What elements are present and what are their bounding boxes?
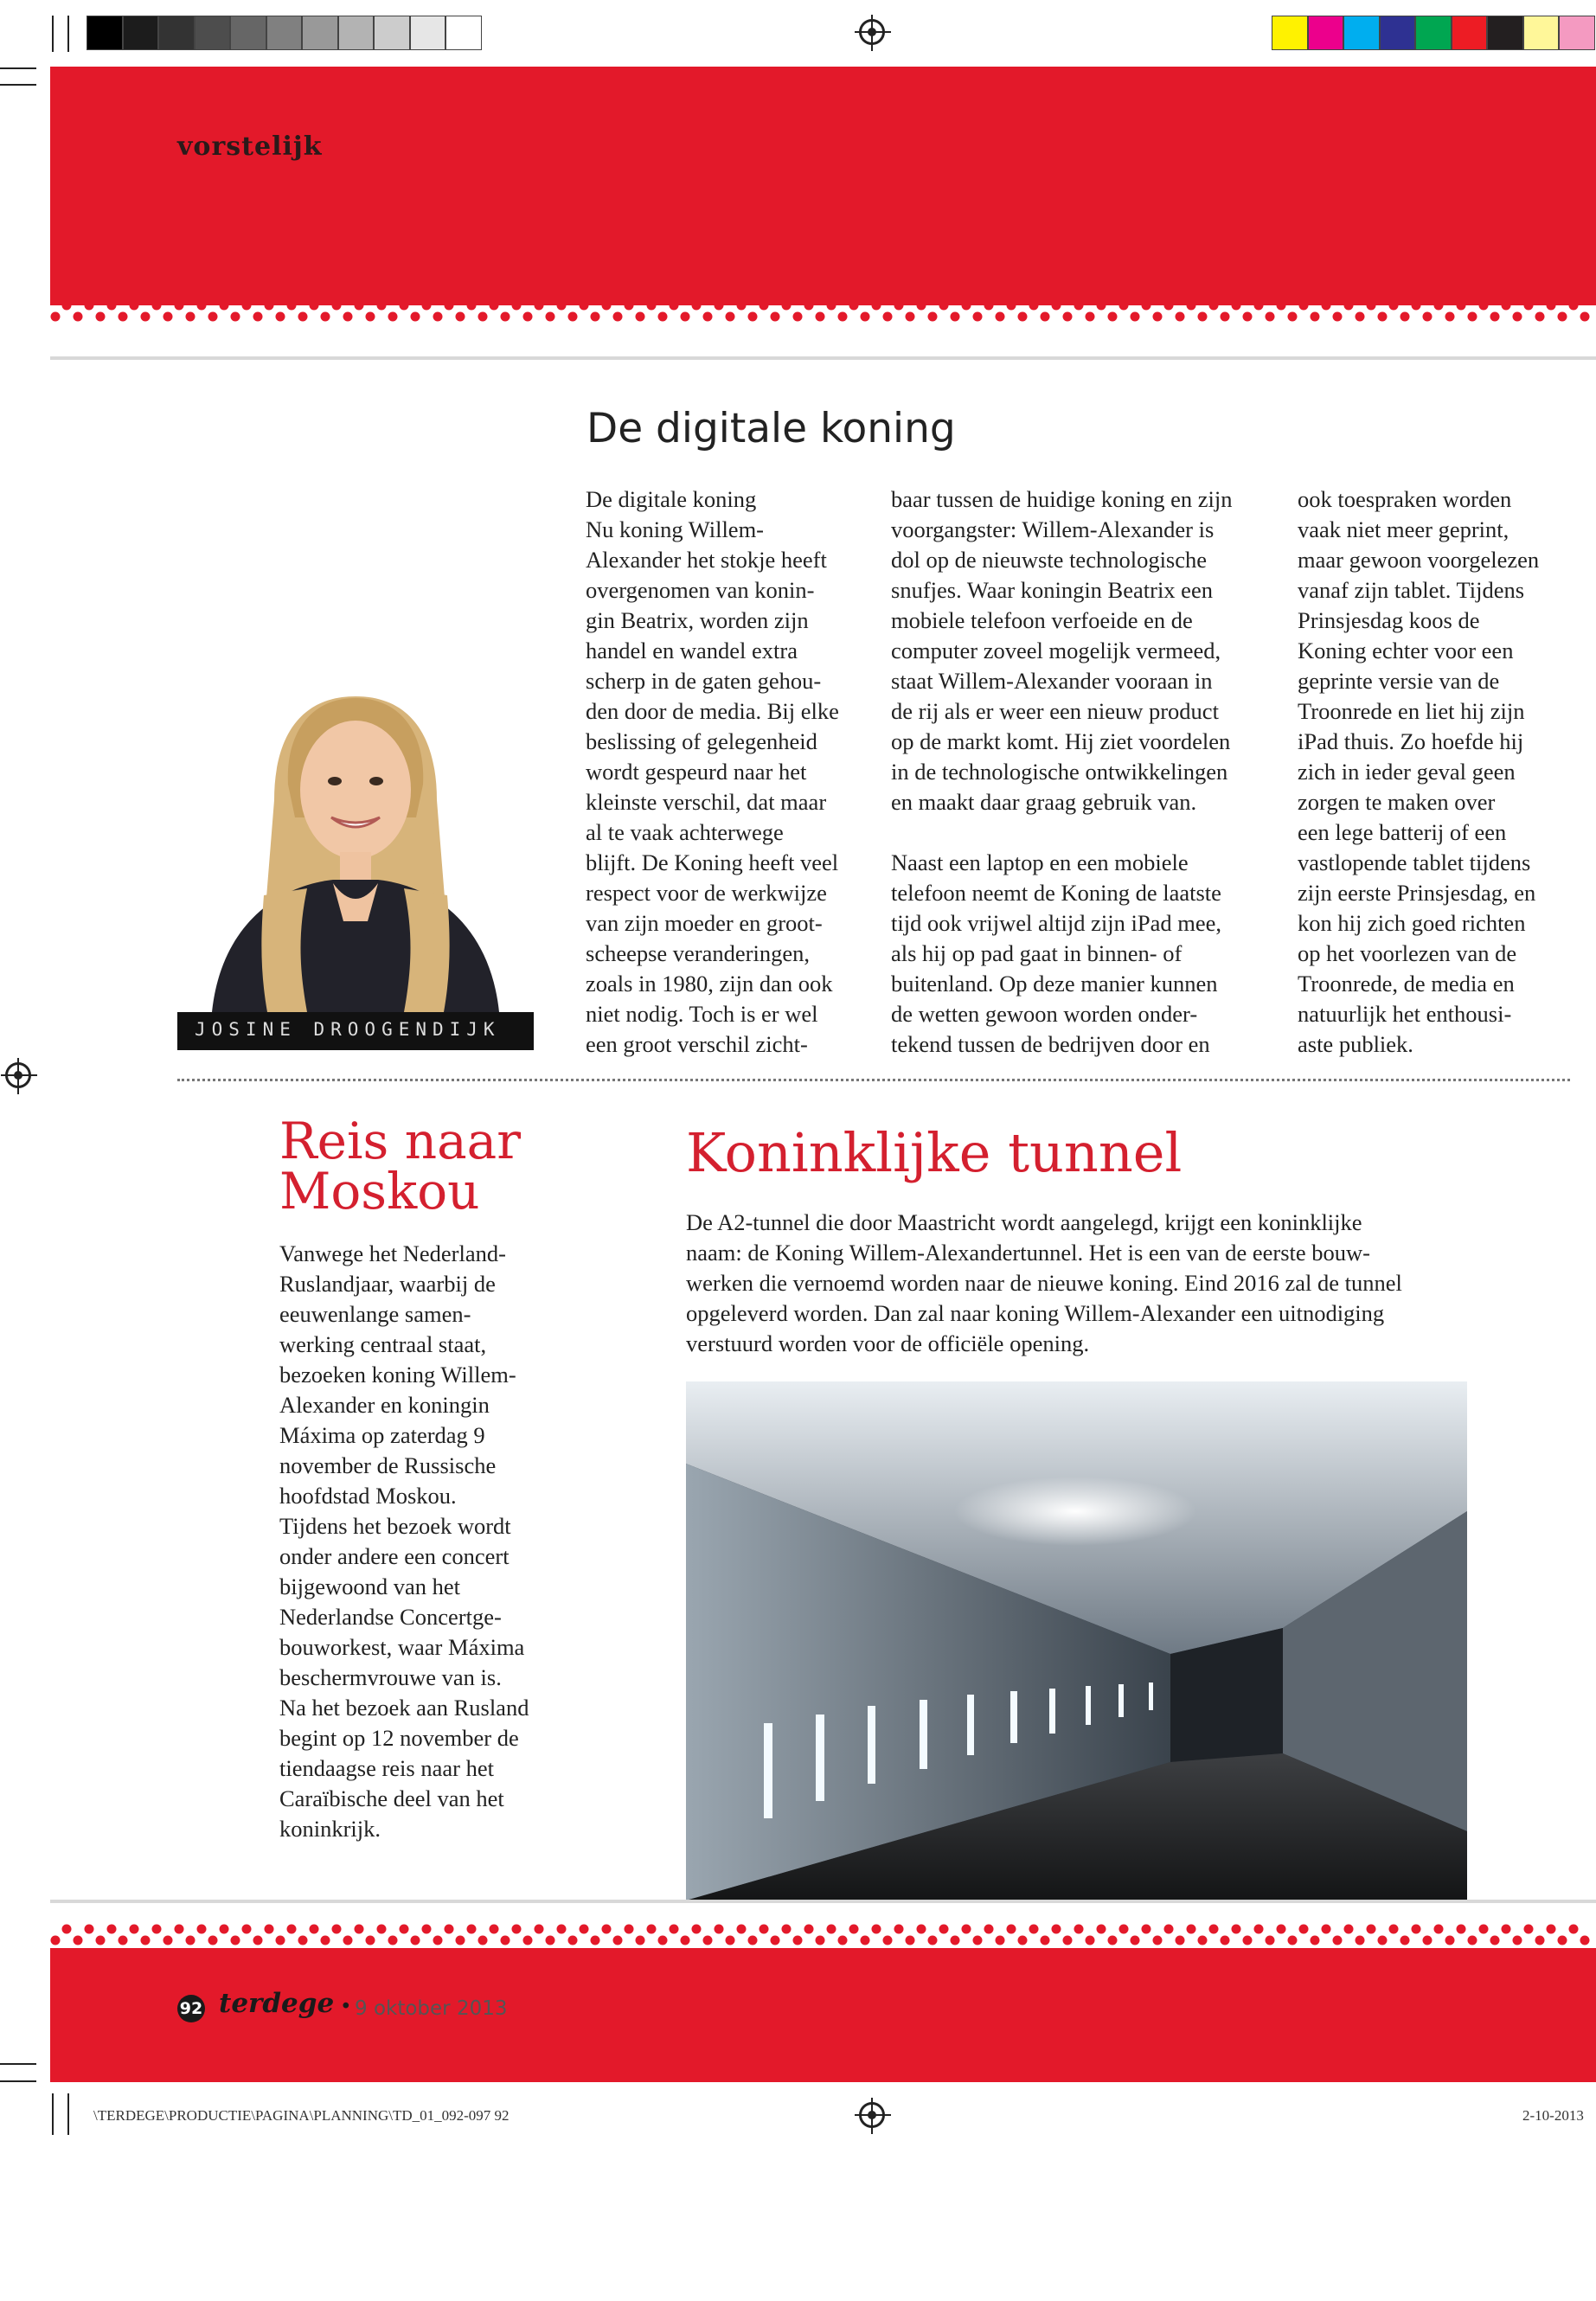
decorative-dot [175,1925,184,1934]
decorative-dot [512,1925,522,1934]
decorative-dot [321,312,330,322]
decorative-dot [478,1936,488,1945]
decorative-dot [1187,1925,1196,1934]
decorative-dot [951,312,960,322]
decorative-dot [141,1936,151,1945]
crop-mark [0,2063,36,2065]
decorative-dot [996,312,1005,322]
decorative-dot [816,1936,825,1945]
color-swatch [1487,16,1523,50]
decorative-dot [433,312,443,322]
decorative-dot [1445,1936,1455,1945]
decorative-dot [1288,1936,1298,1945]
decorative-dot [388,312,398,322]
decorative-dot [1299,1925,1309,1934]
decorative-dot [377,1925,387,1934]
print-date: 2-10-2013 [1522,2107,1584,2124]
decorative-dot [523,1936,533,1945]
decorative-dot [1423,1936,1433,1945]
decorative-dot [838,312,848,322]
decorative-dot [186,312,195,322]
decorative-dot [1164,1925,1174,1934]
crop-mark [0,2080,36,2082]
dotted-divider [177,1079,1570,1081]
decorative-dot [760,1925,769,1934]
decorative-dot [670,1925,679,1934]
decorative-dot [253,312,263,322]
decorative-dot [523,312,533,322]
divider [50,356,1596,360]
decorative-dot [1580,312,1590,322]
author-name: JOSINE DROOGENDIJK [177,1012,534,1050]
decorative-dot [591,1936,600,1945]
decorative-dot [715,1925,724,1934]
grey-swatch [158,16,195,50]
decorative-dot [838,1936,848,1945]
decorative-dot [1479,1925,1489,1934]
decorative-dot [433,1936,443,1945]
color-swatch [1452,16,1488,50]
decorative-dot [1086,1936,1095,1945]
decorative-dot [490,1925,499,1934]
decorative-dot [1490,1936,1500,1945]
crop-mark [0,67,36,69]
decorative-dot [703,312,713,322]
decorative-dot [928,1936,938,1945]
decorative-dot [208,312,218,322]
decorative-dot [501,1936,510,1945]
issue-date: 9 oktober 2013 [355,1997,508,2020]
color-swatch [1415,16,1452,50]
decorative-dot [310,1925,319,1934]
decorative-dot [883,1936,893,1945]
decorative-dot [1266,1936,1275,1945]
decorative-dot [107,1925,117,1934]
decorative-dot [748,312,758,322]
decorative-dot [1176,1936,1185,1945]
decorative-dot [861,1936,870,1945]
decorative-dot [928,312,938,322]
decorative-dot [62,1925,72,1934]
decorative-dot [1232,1925,1241,1934]
decorative-dot [771,312,780,322]
decorative-dot [681,1936,690,1945]
tunnel-photo [686,1381,1467,1900]
decorative-dot [1356,1936,1365,1945]
decorative-dot [1434,1925,1444,1934]
decorative-dot [141,312,151,322]
decorative-dot [1176,312,1185,322]
registration-mark-icon [859,19,885,45]
decorative-dot [1288,312,1298,322]
decorative-dot [771,1936,780,1945]
decorative-dot [445,1925,454,1934]
grey-swatch [266,16,303,50]
decorative-dot [1108,1936,1118,1945]
decorative-dot [1266,312,1275,322]
decorative-dot [1074,1925,1084,1934]
moskou-title: Reis naar Moskou [279,1112,521,1221]
decorative-dot [220,1925,229,1934]
decorative-dot [1401,1936,1410,1945]
decorative-dot [1322,1925,1331,1934]
decorative-dot [793,1936,803,1945]
decorative-dot [332,1925,342,1934]
decorative-dot [242,1925,252,1934]
decorative-dot [591,312,600,322]
decorative-dot [602,1925,612,1934]
decorative-dot [51,1936,61,1945]
decorative-dot [1378,312,1388,322]
decorative-dot [1221,1936,1230,1945]
decorative-dot [737,1925,747,1934]
decorative-dot [186,1936,195,1945]
decorative-dot [1052,1925,1061,1934]
decorative-dot [1468,312,1477,322]
decorative-dot [197,1925,207,1934]
decorative-dot [119,1936,128,1945]
tunnel-body: De A2-tunnel die door Maastricht wordt aangelegd, krijgt een koninklijke naam: de Koning Willem-Alexandertunnel. Het is een van de eerste bouw- werken die vernoemd worden naar de nieuwe koning. Eind 2016 zal de tunnel opgeleverd worden. Dan zal naar koning Willem-Alexander een uitnodiging verstuurd worden voor de officiële opening. [686,1209,1402,1356]
decorative-dot [1344,1925,1354,1934]
decorative-dot [1558,312,1567,322]
decorative-dot [647,1925,657,1934]
decorative-dot [96,1936,106,1945]
decorative-dot [1311,312,1320,322]
decorative-dot [1378,1936,1388,1945]
decorative-dot [265,1925,274,1934]
decorative-dot [782,1925,792,1934]
grey-swatch [338,16,375,50]
magazine-logo: terdege [219,1988,335,2019]
decorative-dot [1086,312,1095,322]
decorative-dot [1254,1925,1264,1934]
decorative-dot [287,1925,297,1934]
decorative-dot [152,1925,162,1934]
decorative-dot [1221,312,1230,322]
grey-swatch [445,16,482,50]
tunnel-title: Koninklijke tunnel [686,1121,1183,1184]
decorative-dot [658,1936,668,1945]
decorative-dot [861,312,870,322]
decorative-dot [1468,1936,1477,1945]
divider [50,1900,1596,1903]
decorative-dot [636,312,645,322]
decorative-dot [883,312,893,322]
decorative-dot [231,312,240,322]
grey-swatch [87,16,123,50]
decorative-dot [535,1925,544,1934]
decorative-dot [557,1925,567,1934]
decorative-dot [388,1936,398,1945]
decorative-dot [546,312,555,322]
decorative-dot [130,1925,139,1934]
color-swatch [1559,16,1595,50]
decorative-dot [568,312,578,322]
decorative-dot [1401,312,1410,322]
decorative-dot [355,1925,364,1934]
decorative-dot [613,1936,623,1945]
moskou-body: Vanwege het Nederland- Ruslandjaar, waarbij de eeuwenlange samen- werking centraal staat, bezoeken koning Willem- Alexander en koningin Máxima op zaterdag 9 november de Russische hoofdstad Moskou. Tijdens het bezoek wordt onder andere een concert bijgewoond van het Nederlandse Concertge- bouworkest, waar Máxima beschermvrouwe van is. Na het bezoek aan Rusland begint op 12 november de tiendaagse reis naar het Caraïbische deel van het koninkrijk. [279,1240,529,1842]
decorative-dot [1535,312,1545,322]
decorative-dot [74,312,83,322]
decorative-dot [849,1925,859,1934]
decorative-dot [1412,1925,1421,1934]
color-swatch [1343,16,1380,50]
decorative-dot [996,1936,1005,1945]
decorative-dot [298,312,308,322]
decorative-dot [568,1936,578,1945]
decorative-dot [231,1936,240,1945]
crop-mark [67,16,69,52]
decorative-dot [1333,1936,1343,1945]
grey-swatch [374,16,410,50]
decorative-dot [906,1936,915,1945]
decorative-dot [1423,312,1433,322]
footer-bullet: • [340,1996,352,2018]
crop-mark [52,16,54,52]
decorative-dot [894,1925,904,1934]
decorative-dot [1153,1936,1163,1945]
decorative-dot [917,1925,926,1934]
decorative-dot [681,312,690,322]
decorative-dot [973,312,983,322]
decorative-dot [939,1925,949,1934]
decorative-dot [343,312,353,322]
decorative-dot [872,1925,881,1934]
decorative-dot [1142,1925,1151,1934]
decorative-dot [827,1925,836,1934]
decorative-dot [703,1936,713,1945]
decorative-dot [1209,1925,1219,1934]
decorative-dot [973,1936,983,1945]
article-column-2: baar tussen de huidige koning en zijn voorgangster: Willem-Alexander is dol op de nieuwste technologische snufjes. Waar koningin Beatrix een mobiele telefoon verfoeide en de computer zoveel mogelijk vermeed, staat Willem-Alexander vooraan in de rij als er weer een nieuw product op de markt komt. Hij ziet voordelen in de technologische ontwikkelingen en maakt daar graag gebruik van. Naast een laptop en een mobiele telefoon neemt de Koning de laatste tijd ook vrijwel altijd zijn iPad mee, als hij op pad gaat in binnen- of buitenland. Op deze manier kunnen de wetten gewoon worden onder- tekend tussen de bedrijven door en [891,486,1233,1057]
decorative-dot [1535,1936,1545,1945]
decorative-dot [1063,1936,1073,1945]
decorative-dot [726,1936,735,1945]
decorative-dot [1558,1936,1567,1945]
decorative-dot [1547,1925,1556,1934]
header-band [50,67,1596,298]
decorative-dot [411,312,420,322]
decorative-dot [1367,1925,1376,1934]
decorative-dot [163,312,173,322]
decorative-dot [1018,1936,1028,1945]
decorative-dot [962,1925,971,1934]
decorative-dot [1356,312,1365,322]
decorative-dot [400,1925,409,1934]
crop-mark [67,2093,69,2135]
decorative-dot [748,1936,758,1945]
decorative-dot [1389,1925,1399,1934]
decorative-dot [467,1925,477,1934]
decorative-dot [1153,312,1163,322]
decorative-dot [96,312,106,322]
grey-swatch [302,16,338,50]
registration-mark-icon [859,2102,885,2128]
section-label: vorstelijk [177,131,323,162]
decorative-dot [1502,1925,1511,1934]
decorative-dot [816,312,825,322]
decorative-dot [1018,312,1028,322]
decorative-dot [74,1936,83,1945]
decorative-dot [163,1936,173,1945]
article-column-1: De digitale koning Nu koning Willem- Alexander het stokje heeft overgenomen van konin- gin Beatrix, worden zijn handel en wandel extra scherp in de gaten gehou- den door de media. Bij elke beslissing of gelegenheid wordt gespeurd naar het kleinste verschil, dat maar al te vaak achterwege blijft. De Koning heeft veel respect voor de werkwijze van zijn moeder en groot- scheepse veranderingen, zoals in 1980, zijn dan ook niet nodig. Toch is er wel een groot verschil zicht- [586,486,839,1057]
decorative-dot [793,312,803,322]
decorative-dot [625,1925,634,1934]
decorative-dot [984,1925,994,1934]
decorative-dot [580,1925,589,1934]
decorative-dot [1097,1925,1106,1934]
crop-mark [0,84,36,86]
decorative-dot [366,312,375,322]
decorative-dot [253,1936,263,1945]
decorative-dot [51,312,61,322]
decorative-dot [276,312,285,322]
decorative-dot [119,312,128,322]
header-band-scallop [50,298,1596,305]
decorative-dot [1063,312,1073,322]
decorative-dot [276,1936,285,1945]
decorative-dot [546,1936,555,1945]
decorative-dot [951,1936,960,1945]
color-swatch [1272,16,1308,50]
article-column-3: ook toespraken worden vaak niet meer geprint, maar gewoon voorgelezen vanaf zijn tablet. Tijdens Prinsjesdag koos de Koning echter voor een geprinte versie van de Troonrede en liet hij zijn iPad thuis. Zo hoefde hij zich in ieder geval geen zorgen te maken over een lege batterij of een vastlopende tablet tijdens zijn eerste Prinsjesdag, en kon hij zich goed richten op het voorlezen van de Troonrede, de media en natuurlijk het enthousi- aste publiek. [1298,486,1540,1057]
decorative-dot [658,312,668,322]
decorative-dot [1041,1936,1050,1945]
decorative-dot [411,1936,420,1945]
grey-swatch [410,16,446,50]
decorative-dot [1513,1936,1522,1945]
color-swatch [1380,16,1416,50]
decorative-dot [636,1936,645,1945]
decorative-dot [1569,1925,1579,1934]
author-portrait [177,688,534,1012]
page-number-badge: 92 [177,1995,205,2022]
decorative-dot [1243,1936,1253,1945]
color-swatch [1523,16,1560,50]
decorative-dot [692,1925,702,1934]
decorative-dot [1524,1925,1534,1934]
decorative-dot [456,1936,465,1945]
decorative-dot [1513,312,1522,322]
decorative-dot [456,312,465,322]
decorative-dot [478,312,488,322]
decorative-dot [85,1925,94,1934]
decorative-dot [1445,312,1455,322]
decorative-dot [1041,312,1050,322]
decorative-dot [1119,1925,1129,1934]
decorative-dot [1580,1936,1590,1945]
decorative-dot [366,1936,375,1945]
decorative-dot [1131,1936,1140,1945]
registration-mark-icon [5,1062,31,1088]
decorative-dot [1198,312,1208,322]
crop-mark [52,2093,54,2135]
dot-border-bottom [50,1922,1596,1948]
grey-swatch [123,16,159,50]
decorative-dot [1108,312,1118,322]
decorative-dot [1333,312,1343,322]
decorative-dot [804,1925,814,1934]
decorative-dot [906,312,915,322]
decorative-dot [1198,1936,1208,1945]
decorative-dot [1007,1925,1016,1934]
decorative-dot [208,1936,218,1945]
decorative-dot [726,312,735,322]
decorative-dot [1277,1925,1286,1934]
decorative-dot [298,1936,308,1945]
decorative-dot [1243,312,1253,322]
decorative-dot [343,1936,353,1945]
decorative-dot [1457,1925,1466,1934]
article-title: De digitale koning [586,405,956,452]
decorative-dot [422,1925,432,1934]
decorative-dot [1029,1925,1039,1934]
grey-swatch [230,16,266,50]
file-path: \TERDEGE\PRODUCTIE\PAGINA\PLANNING\TD_01_092-097 92 [93,2107,510,2124]
decorative-dot [321,1936,330,1945]
decorative-dot [501,312,510,322]
color-swatch [1308,16,1344,50]
decorative-dot [613,312,623,322]
decorative-dot [1490,312,1500,322]
decorative-dot [1311,1936,1320,1945]
grey-swatch [195,16,231,50]
decorative-dot [1131,312,1140,322]
